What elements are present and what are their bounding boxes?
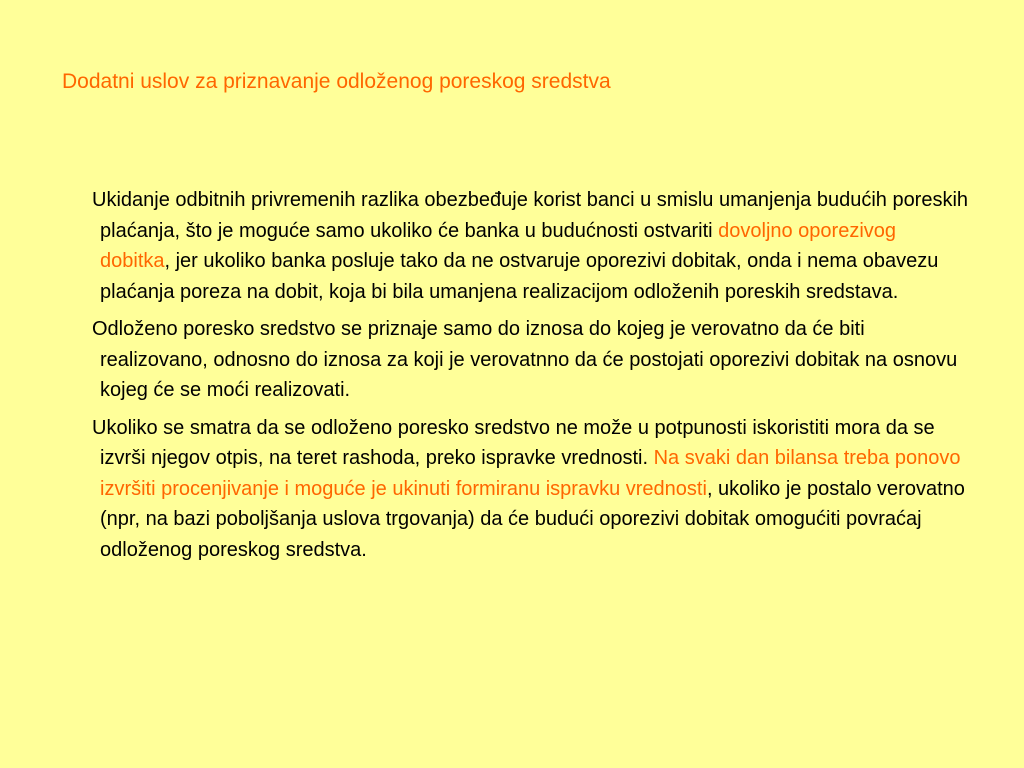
paragraph-1-text: Ukidanje odbitnih privremenih razlika obezbeđuje korist banci u smislu umanjenja budućih poreskih plaćanja, što je moguće samo ukoliko će banka u budućnosti ostvariti [92,189,969,242]
paragraph-1-highlight: dovoljno oporezivog dobitka [100,219,897,272]
paragraph-1 [92,185,970,307]
paragraph-3-text-end: , ukoliko je postalo verovatno (npr, na bazi poboljšanja uslova trgovanja) da će budući oporezivi dobitak omogućiti povraćaj odloženog poreskog sredstva. [100,477,965,561]
paragraph-1-text-end: , jer ukoliko banka posluje tako da ne ostvaruje oporezivi dobitak, onda i nema obavezu plaćanja poreza na dobit, koja bi bila umanjena realizacijom odloženih poreskih sredstava. [100,250,939,303]
paragraph-2-text: Odloženo poresko sredstvo se priznaje samo do iznosa do kojeg je verovatno da će biti realizovano, odnosno do iznosa za koji je verovatnno da će postojati oporezivi dobitak na osnovu kojeg će se moći realizovati. [92,318,958,401]
slide-body [92,185,970,572]
slide-title: Dodatni uslov za priznavanje odloženog poreskog sredstva [62,70,611,93]
paragraph-3 [92,413,970,566]
paragraph-3-highlight: Na svaki dan bilansa treba ponovo izvršiti procenjivanje i moguće je ukinuti formiranu ispravku vrednosti [100,447,961,500]
paragraph-2 [92,314,970,406]
paragraph-3-text: Ukoliko se smatra da se odloženo poresko sredstvo ne može u potpunosti iskoristiti mora da se izvrši njegov otpis, na teret rashoda, preko ispravke vrednosti. [92,416,935,469]
